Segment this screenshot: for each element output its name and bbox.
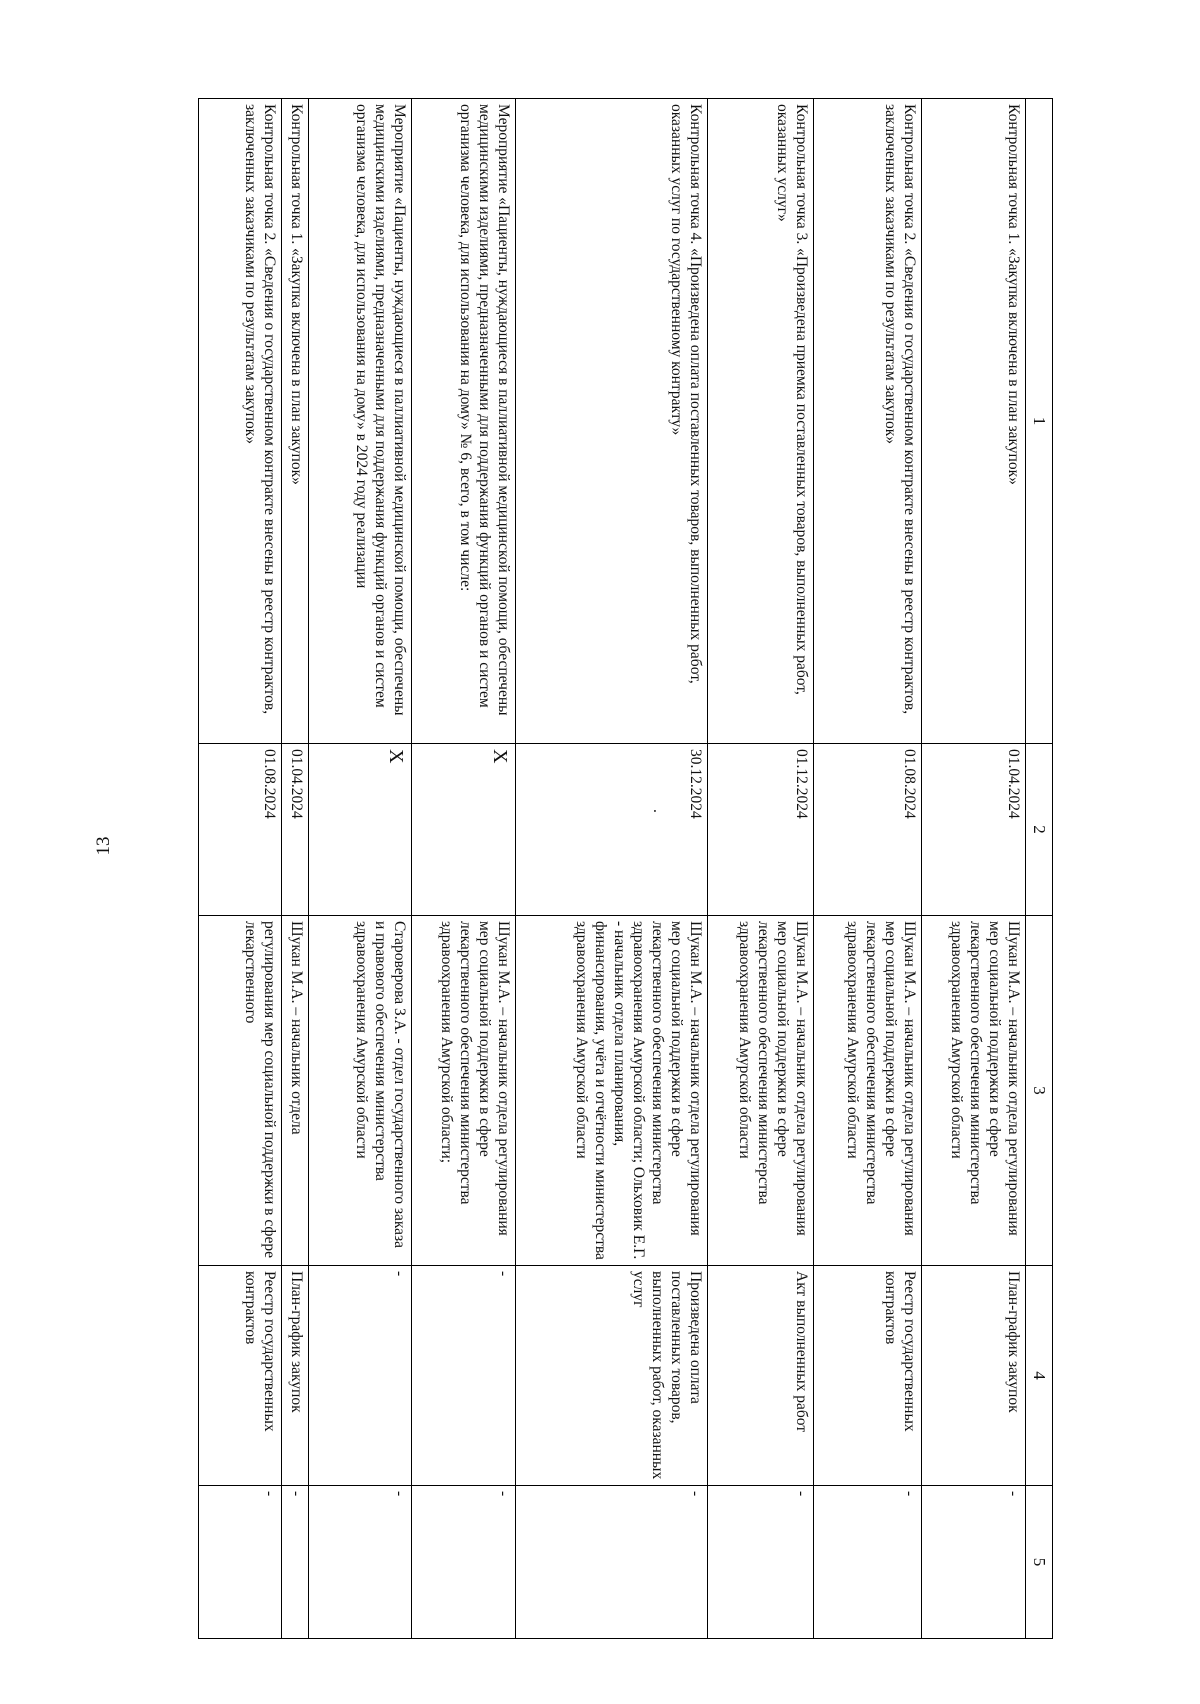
document-cell: - <box>309 1266 412 1486</box>
event-cell: Мероприятие «Пациенты, нуждающиеся в паллиативной медицинской помощи, обеспечены медицинскими изделиями, предназначенными для поддержания функций органов и систем организма человека, для использования на дому» в 2024 году реализации <box>309 99 412 744</box>
date-cell: 01.08.2024 <box>813 744 921 916</box>
table-row <box>921 99 1025 1639</box>
event-cell: Контрольная точка 2. «Сведения о государственном контракте внесены в реестр контрактов, заключенных заказчиками по результатам закупок» <box>199 99 282 744</box>
info-cell: - <box>516 1486 707 1639</box>
date-cell: Х <box>412 744 516 916</box>
table-row <box>199 99 282 1639</box>
table-row <box>309 99 412 1639</box>
responsible-cell: Шукан М.А. – начальник отдела регулирования мер социальной поддержки в сфере лекарственного обеспечения министерства здравоохранения Амурской области <box>707 916 813 1266</box>
table-row <box>813 99 921 1639</box>
date-cell: 01.04.2024 <box>282 744 309 916</box>
responsible-cell: Шукан М.А. – начальник отдела регулирования мер социальной поддержки в сфере лекарственного обеспечения министерства здравоохранения Амурской области <box>813 916 921 1266</box>
document-cell: План-график закупок <box>921 1266 1025 1486</box>
header-cell: 4 <box>1025 1266 1052 1486</box>
date-cell: 01.04.2024 <box>921 744 1025 916</box>
table-row <box>707 99 813 1639</box>
header-cell: 2 <box>1025 744 1052 916</box>
info-cell: - <box>309 1486 412 1639</box>
stray-mark: . <box>649 809 667 813</box>
header-cell: 3 <box>1025 916 1052 1266</box>
responsible-cell <box>516 916 707 1266</box>
event-cell: Контрольная точка 4. «Произведена оплата поставленных товаров, выполненных работ, оказанных услуг по государственному контракту» <box>516 99 707 744</box>
table-row <box>516 99 707 1639</box>
responsible-cell: Староверова З.А. - отдел государственного заказа и правового обеспечения министерства здравоохранения Амурской области <box>309 916 412 1266</box>
document-cell: Акт выполненных работ <box>707 1266 813 1486</box>
table-row <box>282 99 309 1639</box>
info-cell: - <box>921 1486 1025 1639</box>
date-cell: 01.12.2024 <box>707 744 813 916</box>
date-cell: 01.08.2024 <box>199 744 282 916</box>
date-cell: Х <box>309 744 412 916</box>
document-cell: План-график закупок <box>282 1266 309 1486</box>
info-cell: - <box>813 1486 921 1639</box>
event-cell: Контрольная точка 1. «Закупка включена в план закупок» <box>921 99 1025 744</box>
document-cell: Произведена оплата поставленных товаров, выполненных работ, оказанных услуг <box>516 1266 707 1486</box>
plan-table <box>198 98 1053 1639</box>
document-cell: Реестр государственных контрактов <box>199 1266 282 1486</box>
header-cell: 5 <box>1025 1486 1052 1639</box>
rotated-table-container <box>198 98 1053 1638</box>
document-cell: Реестр государственных контрактов <box>813 1266 921 1486</box>
date-value: 30.12.2024 <box>686 749 704 819</box>
event-cell-bold: Мероприятие «Пациенты, нуждающиеся в паллиативной медицинской помощи, обеспечены медицинскими изделиями, предназначенными для поддержания функций органов и систем организма человека, для использования на дому» № 6, всего, в том числе: <box>412 99 516 744</box>
header-cell: 1 <box>1025 99 1052 744</box>
date-cell <box>516 744 707 916</box>
document-cell: - <box>412 1266 516 1486</box>
event-cell: Контрольная точка 2. «Сведения о государственном контракте внесены в реестр контрактов, заключенных заказчиками по результатам закупок» <box>813 99 921 744</box>
responsible-cell: Шукан М.А. – начальник отдела <box>282 916 309 1266</box>
table-row <box>412 99 516 1639</box>
info-cell: - <box>707 1486 813 1639</box>
responsible-primary: Шукан М.А. – начальник отдела регулирования мер социальной поддержки в сфере лекарственного обеспечения министерства здравоохранения Амурской области; <box>629 921 704 1236</box>
event-cell: Контрольная точка 1. «Закупка включена в план закупок» <box>282 99 309 744</box>
info-cell: - <box>199 1486 282 1639</box>
responsible-cell: Шукан М.А. – начальник отдела регулирования мер социальной поддержки в сфере лекарственного обеспечения министерства здравоохранения Амурской области <box>921 916 1025 1266</box>
responsible-cell: Шукан М.А. – начальник отдела регулирования мер социальной поддержки в сфере лекарственного обеспечения министерства здравоохранения Амурской области; <box>412 916 516 1266</box>
info-cell: - <box>412 1486 516 1639</box>
header-row <box>1025 99 1052 1639</box>
page-number: 13 <box>93 836 114 856</box>
event-cell: Контрольная точка 3. «Произведена приемка поставленных товаров, выполненных работ, оказанных услуг» <box>707 99 813 744</box>
info-cell: - <box>282 1486 309 1639</box>
responsible-secondary: Ольховик Е.Г. - начальник отдела планирования, финансирования, учёта и отчётности министерства здравоохранения Амурской области <box>573 921 647 1260</box>
responsible-cell: регулирования мер социальной поддержки в сфере лекарственного <box>199 916 282 1266</box>
